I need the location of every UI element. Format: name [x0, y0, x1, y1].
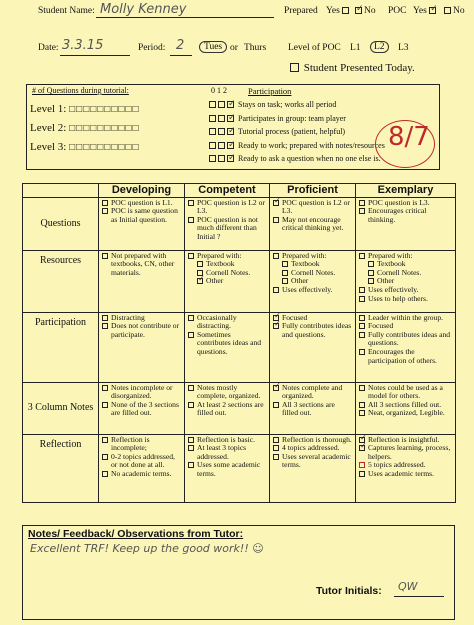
rubric-cell[interactable]: Distracting Does not contribute or participate. — [99, 312, 185, 382]
participation-list — [209, 98, 385, 166]
rubric-row-questions — [23, 197, 456, 250]
or-text: or — [230, 43, 238, 53]
prepared-yes[interactable]: Yes — [326, 6, 351, 16]
row-label: 3 Column Notes — [23, 382, 99, 434]
rubric-cell[interactable]: Notes mostly complete, organized. At least 2 sections are filled out. — [185, 382, 270, 434]
presented-checkbox[interactable] — [290, 63, 299, 72]
tutor-initials-value[interactable]: QW — [398, 580, 418, 593]
row-label: Reflection — [23, 434, 99, 502]
poc-no[interactable]: No — [444, 6, 465, 16]
rubric-header-row — [23, 184, 456, 198]
participation-title: Participation — [248, 86, 292, 96]
student-name-label: Student Name: — [38, 6, 95, 16]
level-1-tally-boxes[interactable]: □□□□□□□□□□ — [69, 104, 140, 115]
date-label: Date: — [38, 43, 59, 53]
student-name-line — [96, 17, 274, 18]
rubric-cell[interactable]: Notes could be used as a model for others. All 3 sections filled out. Neat, organized, Legible. — [356, 382, 456, 434]
rubric-row-reflection — [23, 434, 456, 502]
row-label: Resources — [23, 250, 99, 312]
level-3-row: Level 3: □□□□□□□□□□ — [30, 141, 140, 153]
poc-yes[interactable]: Yes ✓ — [413, 6, 438, 16]
rubric-cell[interactable]: POC question is L1. POC is same question as Initial question. — [99, 197, 185, 250]
column-competent: Competent — [185, 184, 270, 198]
rubric-cell[interactable]: ✓ POC question is L2 or L3. May not encourage critical thinking yet. — [270, 197, 356, 250]
rubric-cell[interactable]: ✓ Reflection is insightful. ✓ Captures learning, process, helpers. 5 topics addressed. Uses academic terms. — [356, 434, 456, 502]
period-label: Period: — [138, 43, 166, 53]
rubric-cell[interactable]: Prepared with: Textbook Cornell Notes. Other Uses effectively. Uses to help others. — [356, 250, 456, 312]
level-l1[interactable]: L1 — [350, 43, 361, 53]
student-presented[interactable]: Student Presented Today. — [290, 62, 415, 74]
level-2-tally-boxes[interactable]: □□□□□□□□□□ — [69, 123, 140, 134]
rubric-row-notes — [23, 382, 456, 434]
participation-item: ✓ Ready to ask a question when no one else is. — [209, 152, 385, 166]
poc-label: POC — [388, 6, 407, 16]
rubric-cell[interactable]: Notes incomplete or disorganized. None of the 3 sections are filled out. — [99, 382, 185, 434]
score-handwritten: 8/7 — [388, 122, 430, 152]
rubric-table — [22, 183, 456, 503]
participation-item: ✓ Participates in group: team player — [209, 112, 385, 126]
date-line — [60, 55, 130, 56]
tutor-initials-line — [394, 596, 444, 597]
period-value[interactable]: 2 — [176, 38, 185, 53]
poc-yes-checkbox[interactable] — [429, 7, 436, 14]
rubric-corner — [23, 184, 99, 198]
date-value[interactable]: 3.3.15 — [62, 38, 104, 53]
participation-item: ✓ Ready to work; prepared with notes/resources — [209, 139, 385, 153]
rubric-cell[interactable]: Not prepared with textbooks, CN, other materials. — [99, 250, 185, 312]
tutor-initials-label: Tutor Initials: — [316, 585, 382, 597]
participation-item: ✓ Stays on task; works all period — [209, 98, 385, 112]
column-developing: Developing — [99, 184, 185, 198]
rubric-cell[interactable]: Prepared with: Textbook Cornell Notes. Other Uses effectively. — [270, 250, 356, 312]
column-proficient: Proficient — [270, 184, 356, 198]
thurs-option[interactable]: Thurs — [244, 43, 267, 53]
questions-title: # of Questions during tutorial: — [32, 86, 129, 95]
rubric-cell[interactable]: Reflection is incomplete; 0-2 topics addressed, or not done at all. No academic terms. — [99, 434, 185, 502]
prepared-yes-checkbox[interactable] — [342, 7, 349, 14]
rubric-cell[interactable]: POC question is L2 or L3. POC question is not much different than Initial ? — [185, 197, 270, 250]
participation-item: ✓ Tutorial process (patient, helpful) — [209, 125, 385, 139]
level-3-tally-boxes[interactable]: □□□□□□□□□□ — [69, 142, 140, 153]
rubric-cell[interactable]: Occasionally distracting. Sometimes contributes ideas and questions. — [185, 312, 270, 382]
rubric-cell[interactable]: ✓ Focused ✓ Fully contributes ideas and questions. — [270, 312, 356, 382]
row-label: Participation — [23, 312, 99, 382]
rubric-cell[interactable]: Reflection is basic. At least 3 topics addressed. Uses some academic terms. — [185, 434, 270, 502]
notes-comment-handwritten: Excellent TRF! Keep up the good work!! ☺ — [30, 542, 264, 555]
rubric-row-participation — [23, 312, 456, 382]
rubric-cell[interactable]: Leader within the group. Focused Fully contributes ideas and questions. Encourages the participation of others. — [356, 312, 456, 382]
column-exemplary: Exemplary — [356, 184, 456, 198]
rubric-cell[interactable]: Prepared with: Textbook Cornell Notes. ✓ Other — [185, 250, 270, 312]
level-poc-label: Level of POC — [288, 43, 341, 53]
tues-option-circled[interactable]: Tues — [199, 41, 227, 53]
level-1-row: Level 1: □□□□□□□□□□ — [30, 103, 140, 115]
level-2-row: Level 2: □□□□□□□□□□ — [30, 122, 140, 134]
prepared-no[interactable]: ✓ No — [355, 6, 376, 16]
rubric-cell[interactable]: POC question is L3. Encourages critical thinking. — [356, 197, 456, 250]
prepared-no-checkbox[interactable] — [355, 7, 362, 14]
prepared-label: Prepared — [284, 6, 318, 16]
rubric-cell[interactable]: Reflection is thorough. 4 topics addressed. Uses several academic terms. — [270, 434, 356, 502]
score-circle — [375, 120, 435, 168]
student-name-value[interactable]: Molly Kenney — [100, 2, 187, 17]
rubric-row-resources — [23, 250, 456, 312]
participation-scale: 0 1 2 — [211, 86, 227, 95]
period-line — [170, 55, 192, 56]
poc-no-checkbox[interactable] — [444, 7, 451, 14]
level-l3[interactable]: L3 — [398, 43, 409, 53]
row-label: Questions — [23, 197, 99, 250]
level-l2-circled[interactable]: L2 — [370, 41, 389, 53]
notes-title: Notes/ Feedback/ Observations from Tutor: — [28, 528, 244, 540]
rubric-cell[interactable]: ✓ Notes complete and organized. All 3 sections are filled out. — [270, 382, 356, 434]
level-rows — [30, 100, 140, 157]
